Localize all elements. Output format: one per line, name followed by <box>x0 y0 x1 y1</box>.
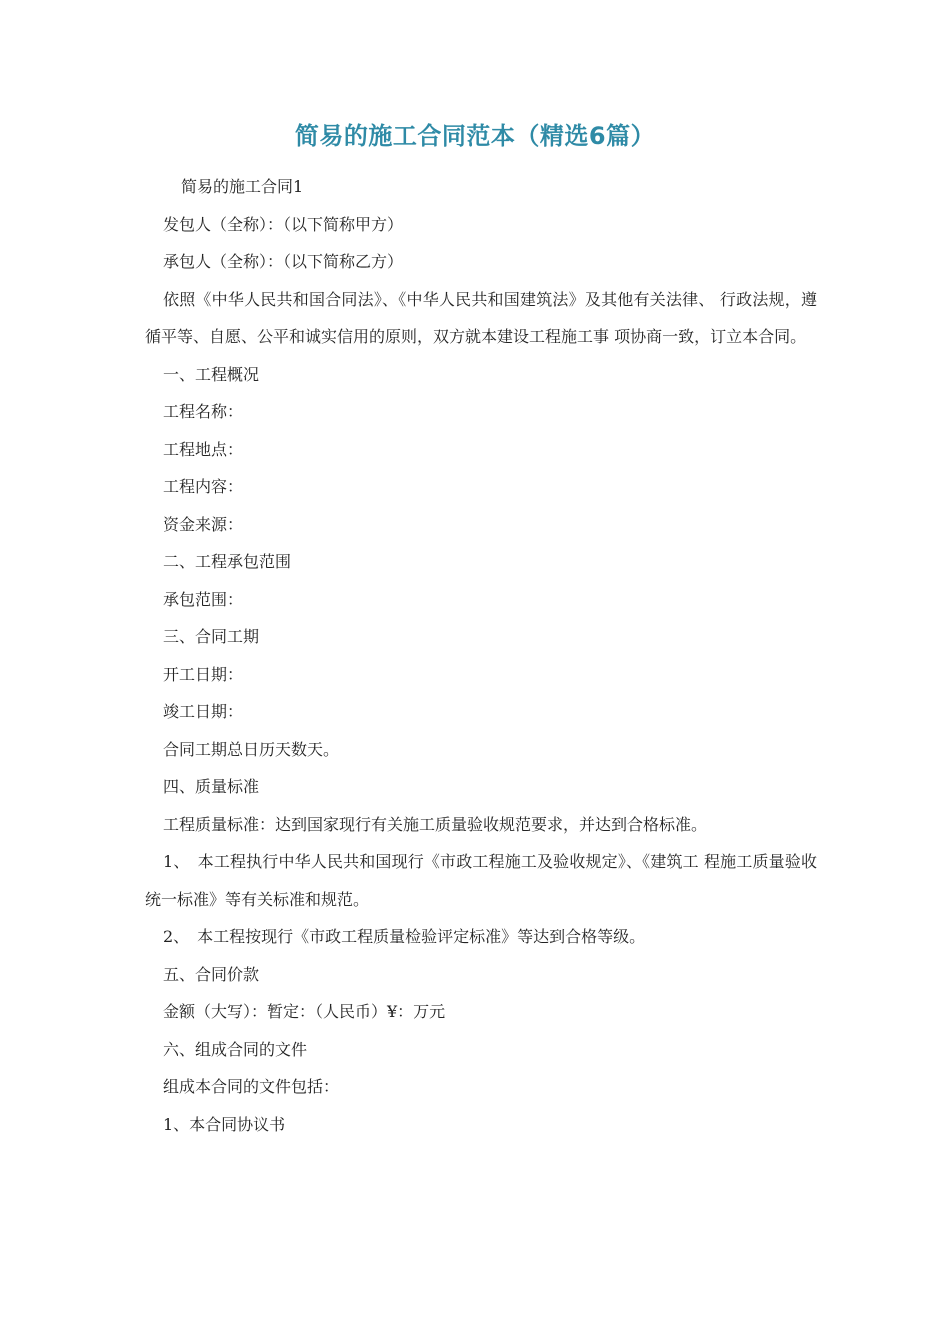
documents-item-1: 1、本合同协议书 <box>163 1114 286 1134</box>
section-heading-6: 六、组成合同的文件 <box>163 1039 308 1059</box>
section-heading-3: 三、合同工期 <box>163 627 260 646</box>
contract-subtitle: 简易的施工合同1 <box>181 177 304 196</box>
project-content-field: 工程内容： <box>163 477 244 496</box>
quality-item-2: 2、 本工程按现行《市政工程质量检验评定标准》等达到合格等级。 <box>163 927 646 946</box>
completion-date-field: 竣工日期： <box>163 702 244 721</box>
contract-scope-field: 承包范围： <box>163 589 244 609</box>
project-name-field: 工程名称： <box>163 402 244 421</box>
contract-amount-line: 金额（大写）：暂定：（人民币）¥：万元 <box>163 1002 446 1021</box>
section-heading-1: 一、工程概况 <box>163 364 260 384</box>
document-body <box>145 168 817 1143</box>
quality-standard-line: 工程质量标准：达到国家现行有关施工质量验收规范要求，并达到合格标准。 <box>163 814 708 834</box>
party-b-line: 承包人（全称）：（以下简称乙方） <box>163 252 404 271</box>
preamble-paragraph: 依照《中华人民共和国合同法》、《中华人民共和国建筑法》及其他有关法律、 行政法规，遵循平等、自愿、公平和诚实信用的原则，双方就本建设工程施工事 项协商一致，订立本合同。 <box>145 289 817 346</box>
total-duration-line: 合同工期总日历天数天。 <box>163 739 340 759</box>
section-heading-5: 五、合同价款 <box>163 964 260 984</box>
fund-source-field: 资金来源： <box>163 514 244 534</box>
section-heading-2: 二、工程承包范围 <box>163 552 292 571</box>
project-location-field: 工程地点： <box>163 439 244 459</box>
document-title: 简易的施工合同范本（精选6篇） <box>294 122 656 150</box>
documents-intro-line: 组成本合同的文件包括： <box>163 1077 340 1096</box>
quality-item-1: 1、 本工程执行中华人民共和国现行《市政工程施工及验收规定》、《建筑工 程施工质量验收统一标准》等有关标准和规范。 <box>145 852 817 909</box>
start-date-field: 开工日期： <box>163 664 244 684</box>
section-heading-4: 四、质量标准 <box>163 777 260 796</box>
party-a-line: 发包人（全称）：（以下简称甲方） <box>163 214 404 234</box>
